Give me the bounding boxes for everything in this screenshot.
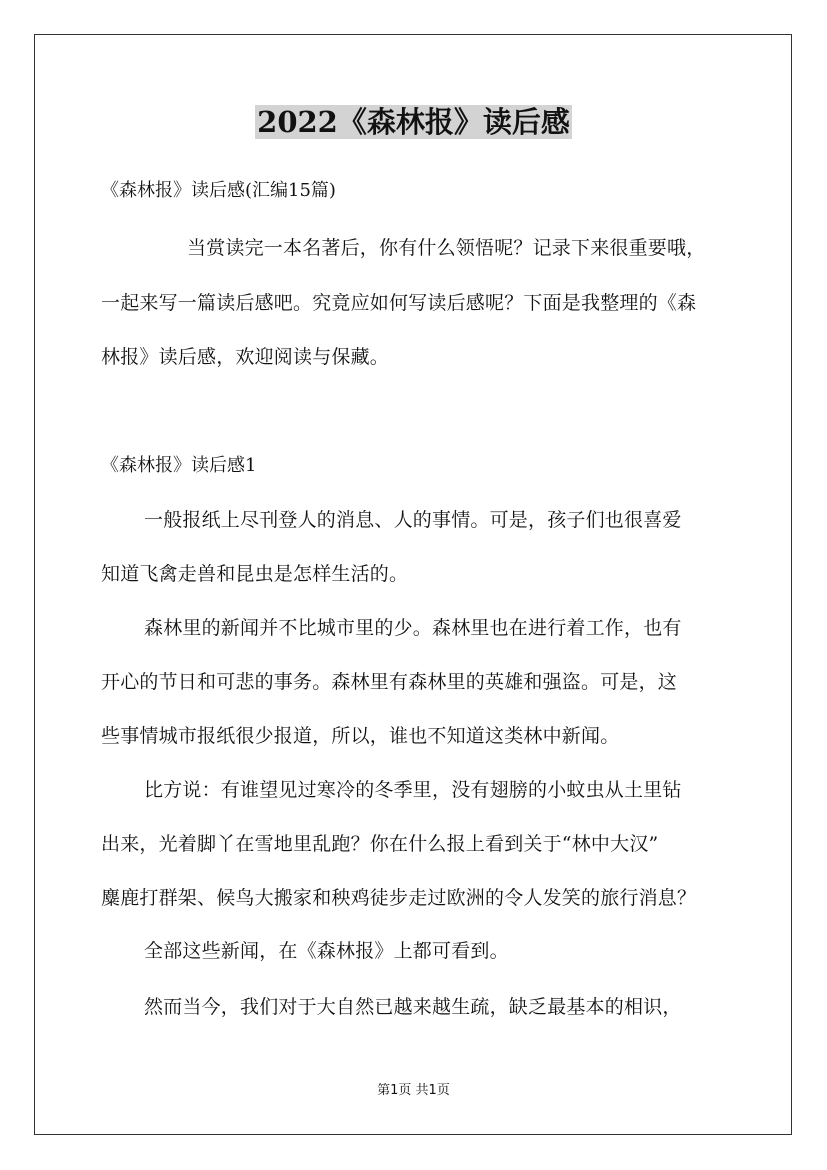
body-line-5: 些事情城市报纸很少报道，所以，谁也不知道这类林中新闻。: [101, 725, 620, 747]
document-title: [0, 100, 827, 144]
body-line-1: 一般报纸上尽刊登人的消息、人的事情。可是，孩子们也很喜爱: [144, 509, 682, 531]
body-line-4: 开心的节日和可悲的事务。森林里有森林里的英雄和强盗。可是，这: [101, 671, 678, 693]
body-line-10: 然而当今，我们对于大自然已越来越生疏，缺乏最基本的相识，: [144, 996, 682, 1018]
page-number-label: 第1页 共1页: [377, 1083, 450, 1098]
body-line-7: 出来，光着脚丫在雪地里乱跑？你在什么报上看到关于“林中大汉”: [101, 833, 659, 855]
body-line-2: 知道飞禽走兽和昆虫是怎样生活的。: [101, 563, 409, 585]
intro-line-3: 林报》读后感，欢迎阅读与保藏。: [101, 346, 390, 368]
document-subtitle: 《森林报》读后感(汇编15篇): [101, 180, 336, 201]
intro-line-2: 一起来写一篇读后感吧。究竟应如何写读后感呢？下面是我整理的《森: [101, 292, 697, 314]
page-footer: [0, 1081, 827, 1101]
intro-line-1: 当赏读完一本名著后，你有什么领悟呢？记录下来很重要哦，: [187, 237, 706, 259]
body-line-6: 比方说：有谁望见过寒冷的冬季里，没有翅膀的小蚊虫从土里钻: [144, 779, 682, 801]
body-line-9: 全部这些新闻，在《森林报》上都可看到。: [144, 940, 509, 962]
body-line-8: 麋鹿打群架、候鸟大搬家和秧鸡徒步走过欧洲的令人发笑的旅行消息？: [101, 887, 697, 909]
section-heading: 《森林报》读后感1: [101, 455, 257, 476]
document-title-text: 2022《森林报》读后感: [257, 105, 570, 139]
body-line-3: 森林里的新闻并不比城市里的少。森林里也在进行着工作，也有: [144, 617, 682, 639]
